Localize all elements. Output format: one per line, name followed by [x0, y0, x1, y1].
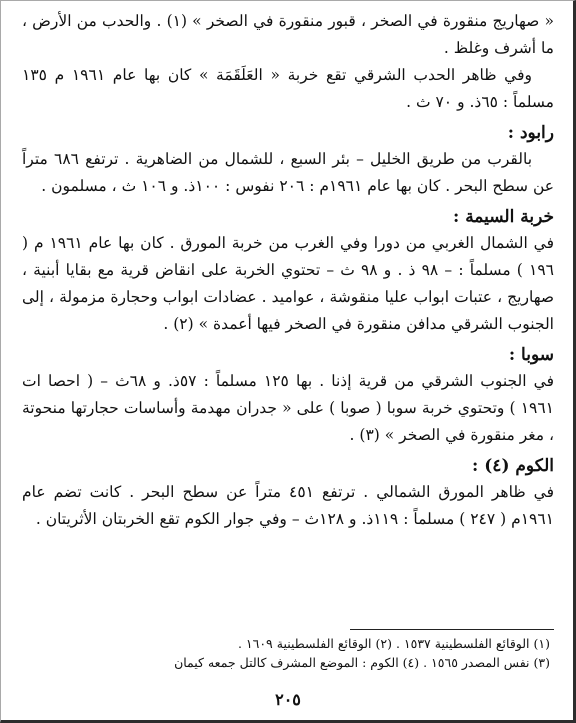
paragraph-3: بالقرب من طريق الخليل – بئر السبع ، للشمال من الضاهرية . ترتفع ٦٨٦ متراً عن سطح البحر . كان بها عام ١٩٦١م : ٢٠٦ نفوس : ١٠٠ذ. و ١٠٦ ث ، مسلمون .: [22, 150, 554, 195]
paragraph-5: في الجنوب الشرقي من قرية إذنا . بها ١٢٥ مسلماً : ٥٧ذ. و ٦٨ث – ( احصا ات ١٩٦١ ) وتحتوي خربة سوبا ( صوبا ) على « جدران مهدمة وأساسات حجارتها منحوتة ، مغر منقورة في الصخر » (٣) .: [22, 372, 554, 444]
heading-suba: سوبا :: [508, 345, 554, 365]
paragraph-6: في ظاهر المورق الشمالي . ترتفع ٤٥١ متراً عن سطح البحر . كانت تضم عام ١٩٦١م ( ٢٤٧ ) مسلماً : ١١٩ذ. و ١٢٨ث – وفي جوار الكوم تقع الخربتان الأثريتان .: [22, 483, 554, 528]
footnote-divider: [350, 629, 554, 630]
paragraph-1: « صهاريج منقورة في الصخر ، قبور منقورة في الصخر » (١) . والحدب من الأرض ، ما أشرف وغلظ .: [22, 12, 554, 57]
heading-khirbet-sima: خربة السيمة :: [453, 207, 554, 227]
document-body: [22, 8, 554, 533]
heading-rabud: رابود :: [507, 123, 554, 143]
footnote-line-1: (١) الوقائع الفلسطينية ١٥٣٧ . (٢) الوقائع الفلسطينية ١٦٠٩ .: [237, 636, 550, 651]
footnotes: [40, 634, 550, 672]
page-number: ٢٠٥: [275, 690, 301, 709]
heading-kum: الكوم (٤) :: [472, 456, 554, 476]
paragraph-4: في الشمال الغربي من دورا وفي الغرب من خربة المورق . كان بها عام ١٩٦١ م ( ١٩٦ ) مسلماً : – ٩٨ ذ . و ٩٨ ث – تحتوي الخربة على انقاض قرية مع بقايا أبنية ، صهاريج ، عتبات ابواب عليا منقوشة ، عواميد . عضادات ابواب وحجارة مزمولة ، إلى الجنوب الشرقي مدافن منقورة في الصخر فيها أعمدة » (٢) .: [22, 234, 554, 333]
footnote-line-2: (٣) نفس المصدر ١٥٦٥ . (٤) الكوم : الموضع المشرف كالتل جمعه كيمان: [174, 655, 550, 670]
paragraph-2: وفي ظاهر الحدب الشرقي تقع خربة « العَلَقَمَة » كان بها عام ١٩٦١ م ١٣٥ مسلماً : ٦٥ذ. و ٧٠ ث .: [22, 66, 554, 111]
